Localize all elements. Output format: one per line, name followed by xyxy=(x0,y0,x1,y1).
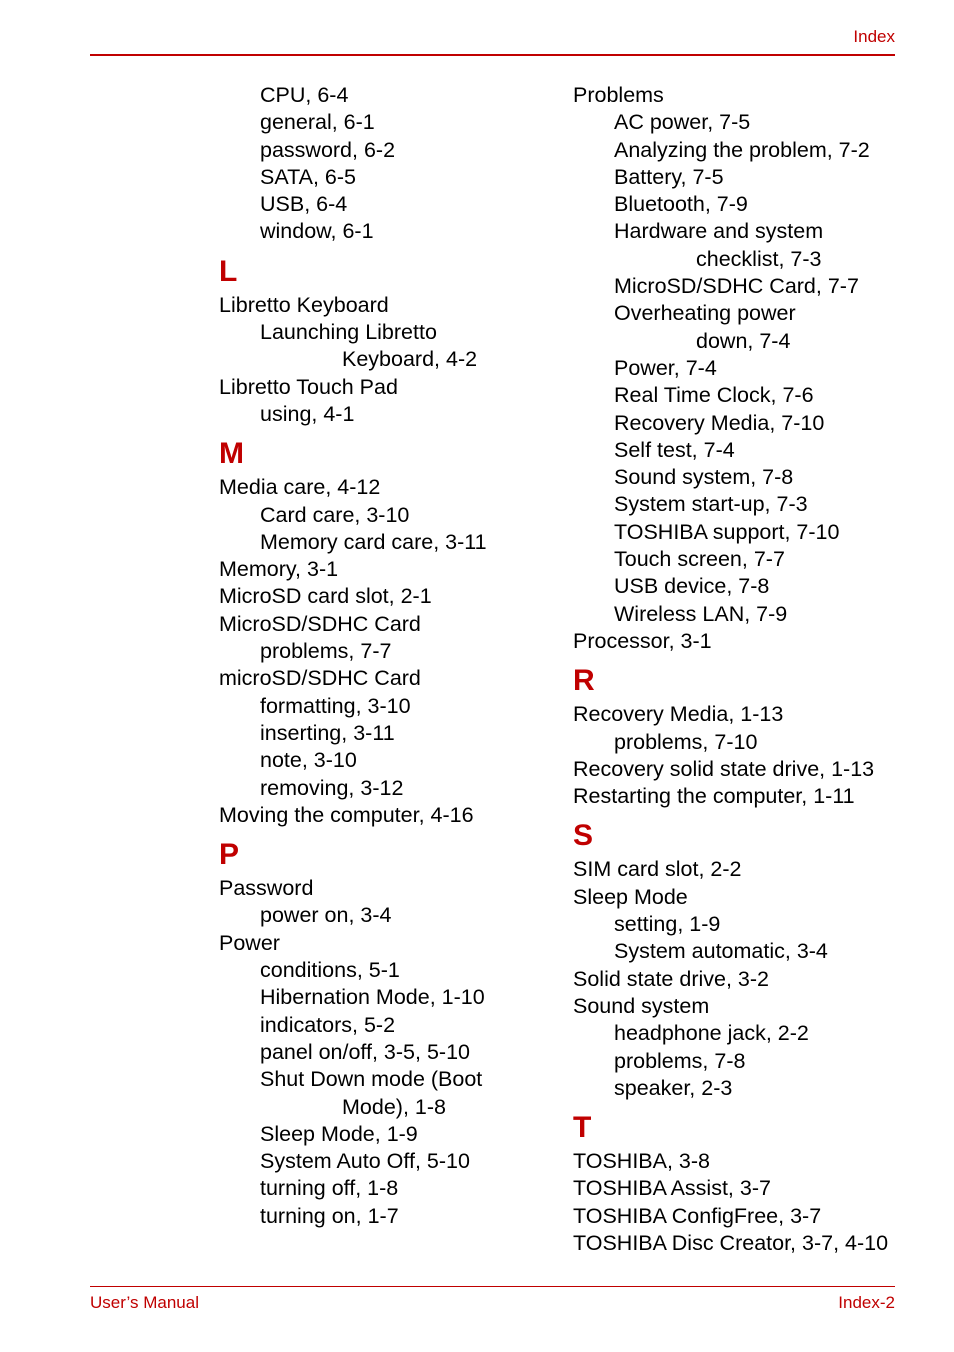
page-header-title: Index xyxy=(853,27,895,46)
index-section-letter: M xyxy=(219,437,244,471)
index-entry: MicroSD/SDHC Card xyxy=(219,611,421,636)
index-subentry: Power, 7-4 xyxy=(614,355,717,380)
index-subentry: System Auto Off, 5-10 xyxy=(260,1149,470,1174)
index-subentry: speaker, 2-3 xyxy=(614,1075,733,1100)
index-subentry: conditions, 5-1 xyxy=(260,958,400,983)
index-subentry: AC power, 7-5 xyxy=(614,110,751,135)
index-column-left xyxy=(219,82,559,1230)
index-entry: Sleep Mode xyxy=(573,884,688,909)
index-subentry: Memory card care, 3-11 xyxy=(260,529,487,554)
index-entry: Libretto Touch Pad xyxy=(219,374,398,399)
index-entry: Problems xyxy=(573,83,664,107)
header-rule xyxy=(90,54,895,56)
index-subentry: Battery, 7-5 xyxy=(614,164,724,189)
index-subentry: Sound system, 7-8 xyxy=(614,465,794,490)
index-subentry: CPU, 6-4 xyxy=(260,83,349,107)
index-subentry: System start-up, 7-3 xyxy=(614,492,808,517)
index-entry: Power xyxy=(219,930,280,955)
index-entry: Memory, 3-1 xyxy=(219,557,339,582)
index-subentry: Keyboard, 4-2 xyxy=(342,347,478,372)
index-section-letter: R xyxy=(573,664,595,698)
index-subentry: TOSHIBA support, 7-10 xyxy=(614,519,840,544)
index-subentry: turning on, 1-7 xyxy=(260,1203,399,1228)
index-subentry: checklist, 7-3 xyxy=(696,246,822,271)
index-subentry: Touch screen, 7-7 xyxy=(614,547,785,572)
index-entry: Moving the computer, 4-16 xyxy=(219,802,474,827)
index-subentry: removing, 3-12 xyxy=(260,775,404,800)
index-entry: microSD/SDHC Card xyxy=(219,666,421,691)
index-subentry: indicators, 5-2 xyxy=(260,1012,396,1037)
index-entry: TOSHIBA ConfigFree, 3-7 xyxy=(573,1203,822,1228)
index-subentry: Hibernation Mode, 1-10 xyxy=(260,985,485,1010)
index-subentry: Analyzing the problem, 7-2 xyxy=(614,137,870,162)
index-subentry: Wireless LAN, 7-9 xyxy=(614,601,788,626)
index-subentry: Recovery Media, 7-10 xyxy=(614,410,825,435)
index-subentry: Launching Libretto xyxy=(260,320,437,345)
index-subentry: power on, 3-4 xyxy=(260,903,392,928)
index-subentry: SATA, 6-5 xyxy=(260,164,356,189)
index-subentry: Card care, 3-10 xyxy=(260,502,410,527)
index-entry: TOSHIBA Assist, 3-7 xyxy=(573,1176,771,1201)
index-entry: Recovery solid state drive, 1-13 xyxy=(573,756,875,781)
index-entry: Password xyxy=(219,876,314,901)
index-subentry: USB, 6-4 xyxy=(260,192,348,217)
index-column-right xyxy=(573,82,913,1257)
index-section-letter: S xyxy=(573,819,594,853)
index-subentry: inserting, 3-11 xyxy=(260,720,395,745)
index-subentry: Real Time Clock, 7-6 xyxy=(614,383,814,408)
index-subentry: problems, 7-10 xyxy=(614,729,758,754)
index-subentry: note, 3-10 xyxy=(260,748,357,773)
index-entry: MicroSD card slot, 2-1 xyxy=(219,584,432,609)
index-entry: Sound system xyxy=(573,993,710,1018)
index-subentry: Shut Down mode (Boot xyxy=(260,1067,483,1092)
footer-rule xyxy=(90,1286,895,1287)
index-entry: Recovery Media, 1-13 xyxy=(573,702,784,727)
index-section-letter: T xyxy=(573,1111,592,1145)
index-entry: Restarting the computer, 1-11 xyxy=(573,784,855,809)
index-entry: Processor, 3-1 xyxy=(573,628,712,653)
index-entry: TOSHIBA Disc Creator, 3-7, 4-10 xyxy=(573,1230,889,1255)
index-entry: Libretto Keyboard xyxy=(219,292,389,317)
footer-manual-title: User’s Manual xyxy=(90,1293,199,1312)
index-subentry: using, 4-1 xyxy=(260,401,355,426)
index-subentry: setting, 1-9 xyxy=(614,912,721,937)
index-subentry: MicroSD/SDHC Card, 7-7 xyxy=(614,274,859,299)
index-subentry: Overheating power xyxy=(614,301,796,326)
index-subentry: System automatic, 3-4 xyxy=(614,939,828,964)
index-subentry: turning off, 1-8 xyxy=(260,1176,399,1201)
index-subentry: Mode), 1-8 xyxy=(342,1094,446,1119)
index-subentry: Hardware and system xyxy=(614,219,824,244)
index-subentry: headphone jack, 2-2 xyxy=(614,1021,809,1046)
index-subentry: password, 6-2 xyxy=(260,137,396,162)
index-subentry: down, 7-4 xyxy=(696,328,791,353)
index-section-letter: P xyxy=(219,838,240,872)
index-subentry: problems, 7-7 xyxy=(260,639,392,664)
index-subentry: problems, 7-8 xyxy=(614,1048,746,1073)
index-section-letter: L xyxy=(219,254,238,288)
footer-page-number: Index-2 xyxy=(838,1293,895,1312)
index-subentry: Self test, 7-4 xyxy=(614,437,735,462)
index-subentry: Bluetooth, 7-9 xyxy=(614,192,748,217)
index-subentry: window, 6-1 xyxy=(260,219,374,244)
index-entry: TOSHIBA, 3-8 xyxy=(573,1149,711,1174)
index-subentry: Sleep Mode, 1-9 xyxy=(260,1121,418,1146)
index-subentry: general, 6-1 xyxy=(260,110,375,135)
index-entry: Media care, 4-12 xyxy=(219,475,381,500)
index-subentry: panel on/off, 3-5, 5-10 xyxy=(260,1039,470,1064)
index-subentry: USB device, 7-8 xyxy=(614,574,770,599)
index-subentry: formatting, 3-10 xyxy=(260,693,411,718)
index-entry: Solid state drive, 3-2 xyxy=(573,966,769,991)
index-entry: SIM card slot, 2-2 xyxy=(573,857,742,882)
